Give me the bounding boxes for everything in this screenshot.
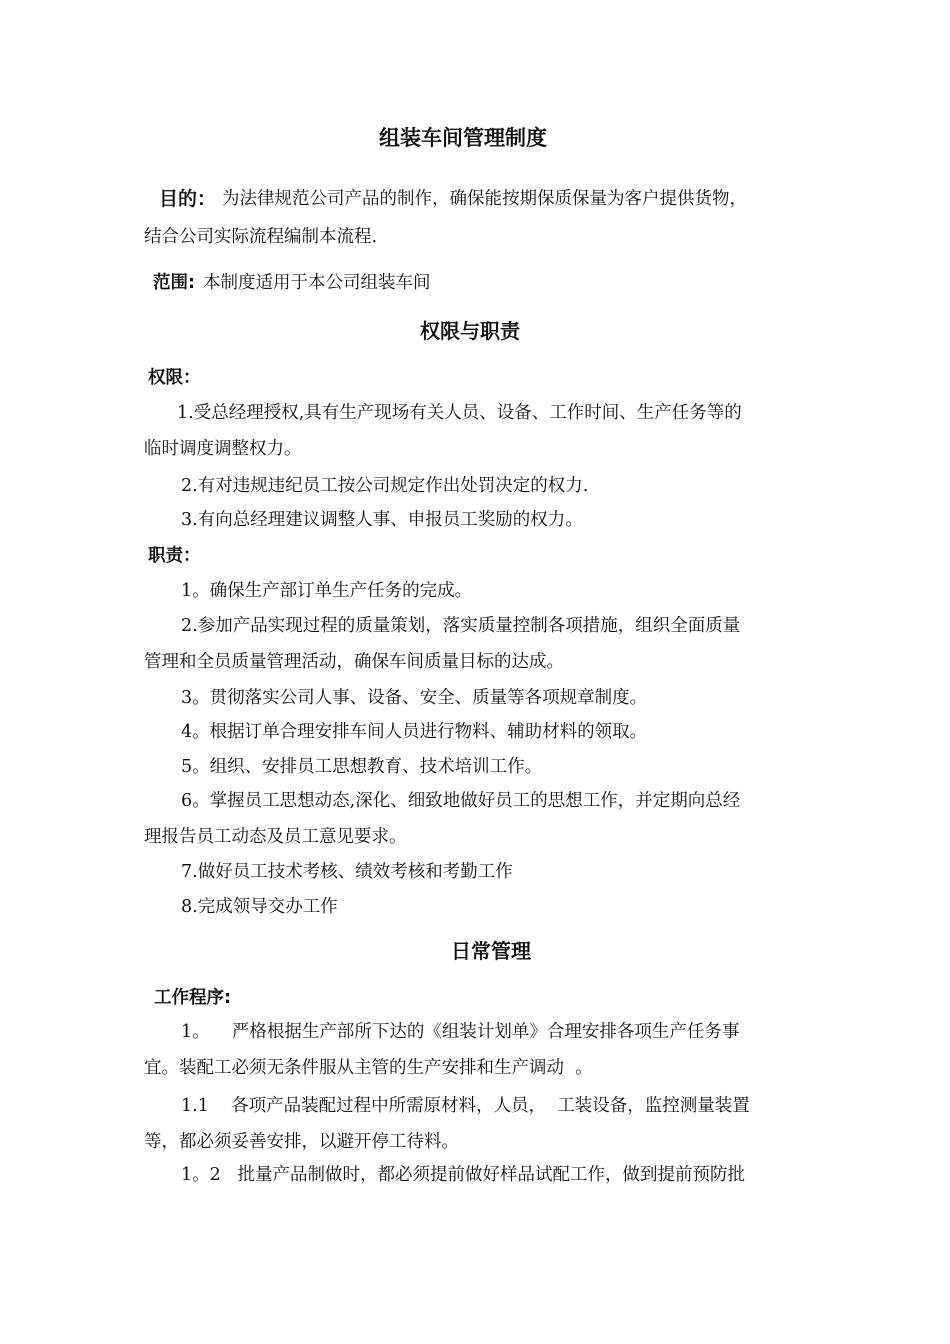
authority-item-1-line2: 临时调度调整权力。 [144, 439, 302, 459]
procedure-item-1-line1: 1。 严格根据生产部所下达的《组装计划单》合理安排各项生产任务事 [181, 1022, 740, 1042]
duty-item-5: 5。组织、安排员工思想教育、技术培训工作。 [181, 757, 543, 777]
scope-label: 范围: [153, 273, 195, 293]
authority-item-2: 2.有对违规违纪员工按公司规定作出处罚决定的权力. [181, 476, 589, 496]
section-heading-authority-duties: 权限与职责 [420, 319, 520, 343]
authority-label: 权限： [148, 368, 201, 388]
purpose-text-line2: 结合公司实际流程编制本流程. [144, 227, 378, 247]
scope-text: 本制度适用于本公司组装车间 [203, 273, 431, 293]
purpose-text-line1: 为法律规范公司产品的制作，确保能按期保质保量为客户提供货物， [222, 189, 747, 209]
authority-item-3: 3.有向总经理建议调整人事、申报员工奖励的权力。 [181, 510, 583, 530]
procedure-item-1-line2: 宜。装配工必须无条件服从主管的生产安排和生产调动 。 [144, 1058, 593, 1078]
procedure-item-1-1-line1: 1.1 各项产品装配过程中所需原材料，人员， 工装设备，监控测量装置 [181, 1096, 750, 1116]
page-title: 组装车间管理制度 [379, 126, 547, 150]
duty-item-2-line1: 2.参加产品实现过程的质量策划，落实质量控制各项措施，组织全面质量 [181, 616, 741, 636]
duty-item-3: 3。贯彻落实公司人事、设备、安全、质量等各项规章制度。 [181, 688, 648, 708]
duty-item-8: 8.完成领导交办工作 [181, 897, 338, 917]
duty-item-6-line2: 理报告员工动态及员工意见要求。 [144, 827, 407, 847]
section-heading-daily-management: 日常管理 [451, 939, 531, 963]
purpose-label: 目的： [159, 188, 217, 210]
procedure-label: 工作程序: [154, 988, 231, 1008]
procedure-item-1-2-line1: 1。2 批量产品制做时，都必须提前做好样品试配工作，做到提前预防批 [181, 1165, 745, 1185]
duty-item-2-line2: 管理和全员质量管理活动，确保车间质量目标的达成。 [144, 652, 564, 672]
procedure-item-1-1-line2: 等，都必须妥善安排，以避开停工待料。 [144, 1132, 459, 1152]
duty-item-4: 4。根据订单合理安排车间人员进行物料、辅助材料的领取。 [181, 722, 648, 742]
duty-item-7: 7.做好员工技术考核、绩效考核和考勤工作 [181, 862, 513, 882]
authority-item-1-line1: 1.受总经理授权,具有生产现场有关人员、设备、工作时间、生产任务等的 [177, 403, 742, 423]
duty-item-6-line1: 6。掌握员工思想动态,深化、细致地做好员工的思想工作，并定期向总经 [181, 791, 741, 811]
duties-label: 职责： [148, 546, 201, 566]
duty-item-1: 1。确保生产部订单生产任务的完成。 [181, 581, 473, 601]
